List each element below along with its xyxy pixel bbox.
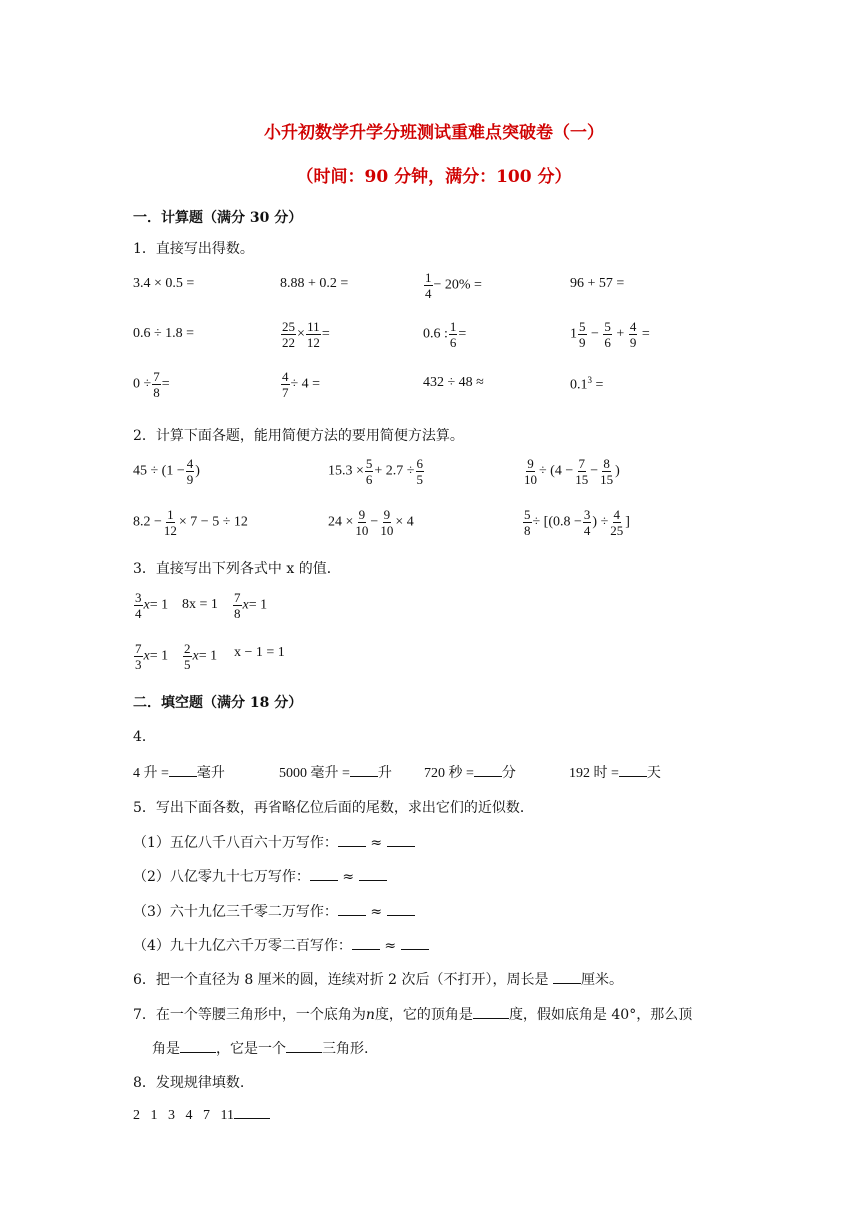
q2-expr-2: 15.3 × $\frac{5}{6}$ + 2.7 ÷ $\frac{6}{5}$: [328, 456, 423, 487]
q1-expr-4: 96 + 57 =: [570, 276, 625, 291]
q1-expr-11: 432 ÷ 48 ≈: [423, 375, 484, 390]
q3-eq-3: $\frac{7}{8}$ x= 1: [234, 590, 268, 621]
question-4-number: 4．: [133, 729, 156, 745]
q5-item-2: （2）八亿零九十七万写作： ≈: [133, 866, 387, 886]
answer-blank[interactable]: [310, 868, 338, 881]
q3-eq-6: x − 1 = 1: [234, 645, 285, 660]
answer-blank[interactable]: [387, 903, 415, 916]
answer-blank[interactable]: [286, 1040, 322, 1053]
q1-expr-7: 0.6 : $\frac{1}{6}$ =: [423, 319, 467, 350]
fraction: $\frac{1}{4}$: [425, 270, 432, 301]
q1-expr-5: 0.6 ÷ 1.8 =: [133, 326, 195, 341]
page-subtitle: （时间：90 分钟，满分：100 分）: [296, 167, 572, 187]
q4-item-4: 192 时 = 天: [569, 766, 661, 781]
q2-expr-1: 45 ÷ (1 − $\frac{4}{9}$ ): [133, 456, 200, 487]
answer-blank[interactable]: [234, 1106, 270, 1119]
question-5-prompt: 5．写出下面各数，再省略亿位后面的尾数，求出它们的近似数．: [133, 800, 534, 816]
answer-blank[interactable]: [619, 764, 647, 777]
answer-blank[interactable]: [338, 903, 366, 916]
question-7-line-1: 7．在一个等腰三角形中，一个底角为n度，它的顶角是 度，假如底角是 40°，那么顶: [133, 1007, 693, 1023]
question-3-prompt: 3．直接写出下列各式中 x 的值．: [133, 561, 341, 577]
question-2-prompt: 2．计算下面各题，能用简便方法的要用简便方法算。: [133, 428, 464, 444]
q1-expr-2: 8.88 + 0.2 =: [280, 276, 349, 291]
q1-expr-6: $\frac{25}{22}$ × $\frac{11}{12}$ =: [282, 319, 330, 350]
q1-expr-3: $\frac{1}{4}$ − 20% =: [425, 270, 482, 301]
q5-item-3: （3）六十九亿三千零二万写作： ≈: [133, 901, 415, 921]
answer-blank[interactable]: [401, 937, 429, 950]
answer-blank[interactable]: [359, 868, 387, 881]
page-title: 小升初数学升学分班测试重难点突破卷（一）: [264, 123, 604, 143]
q3-eq-4: $\frac{7}{3}$ x= 1: [135, 641, 169, 672]
q2-expr-3: $\frac{9}{10}$ ÷ (4 − $\frac{7}{15}$ − $\frac{8}{15}$ ): [524, 456, 620, 487]
q3-eq-1: $\frac{3}{4}$ x= 1: [135, 590, 169, 621]
q4-item-3: 720 秒 = 分: [424, 766, 516, 781]
answer-blank[interactable]: [473, 1006, 509, 1019]
q1-expr-10: $\frac{4}{7}$ ÷ 4 =: [282, 369, 321, 400]
question-7-line-2: 角是 ，它是一个 三角形.: [152, 1041, 369, 1057]
q1-expr-8: 1 $\frac{5}{9}$ − $\frac{5}{6}$ + $\frac{4}{9}$ =: [570, 319, 650, 350]
q2-expr-6: $\frac{5}{8}$ ÷ [(0.8 − $\frac{3}{4}$ ) ÷ $\frac{4}{25}$ ]: [524, 507, 630, 538]
question-6: 6．把一个直径为 8 厘米的圆，连续对折 2 次后（不打开），周长是 厘米。: [133, 972, 623, 988]
question-1-prompt: 1．直接写出得数。: [133, 241, 254, 257]
answer-blank[interactable]: [352, 937, 380, 950]
answer-blank[interactable]: [169, 764, 197, 777]
q2-expr-4: 8.2 − $\frac{1}{12}$ × 7 − 5 ÷ 12: [133, 507, 248, 538]
q5-item-4: （4）九十九亿六千万零二百写作： ≈: [133, 935, 429, 955]
q4-item-1: 4 升 = 毫升: [133, 766, 225, 781]
answer-blank[interactable]: [474, 764, 502, 777]
q5-item-1: （1）五亿八千八百六十万写作： ≈: [133, 832, 415, 852]
q3-eq-5: $\frac{2}{5}$ x= 1: [184, 641, 218, 672]
q1-expr-12: $0.1^3$ =: [570, 375, 604, 393]
section-heading-fill: 二．填空题（满分 18 分）: [133, 695, 303, 711]
answer-blank[interactable]: [553, 971, 581, 984]
question-8-prompt: 8．发现规律填数.: [133, 1075, 245, 1091]
section-heading-calc: 一．计算题（满分 30 分）: [133, 210, 303, 226]
answer-blank[interactable]: [350, 764, 378, 777]
answer-blank[interactable]: [387, 834, 415, 847]
q1-expr-9: 0 ÷ $\frac{7}{8}$ =: [133, 369, 170, 400]
q4-item-2: 5000 毫升 = 升: [279, 766, 392, 781]
answer-blank[interactable]: [180, 1040, 216, 1053]
q3-eq-2: 8x = 1: [182, 597, 218, 612]
answer-blank[interactable]: [338, 834, 366, 847]
question-8-sequence: 2 1 3 4 7 11: [133, 1106, 270, 1124]
q1-expr-1: 3.4 × 0.5 =: [133, 276, 195, 291]
q2-expr-5: 24 × $\frac{9}{10}$ − $\frac{9}{10}$ × 4: [328, 507, 414, 538]
